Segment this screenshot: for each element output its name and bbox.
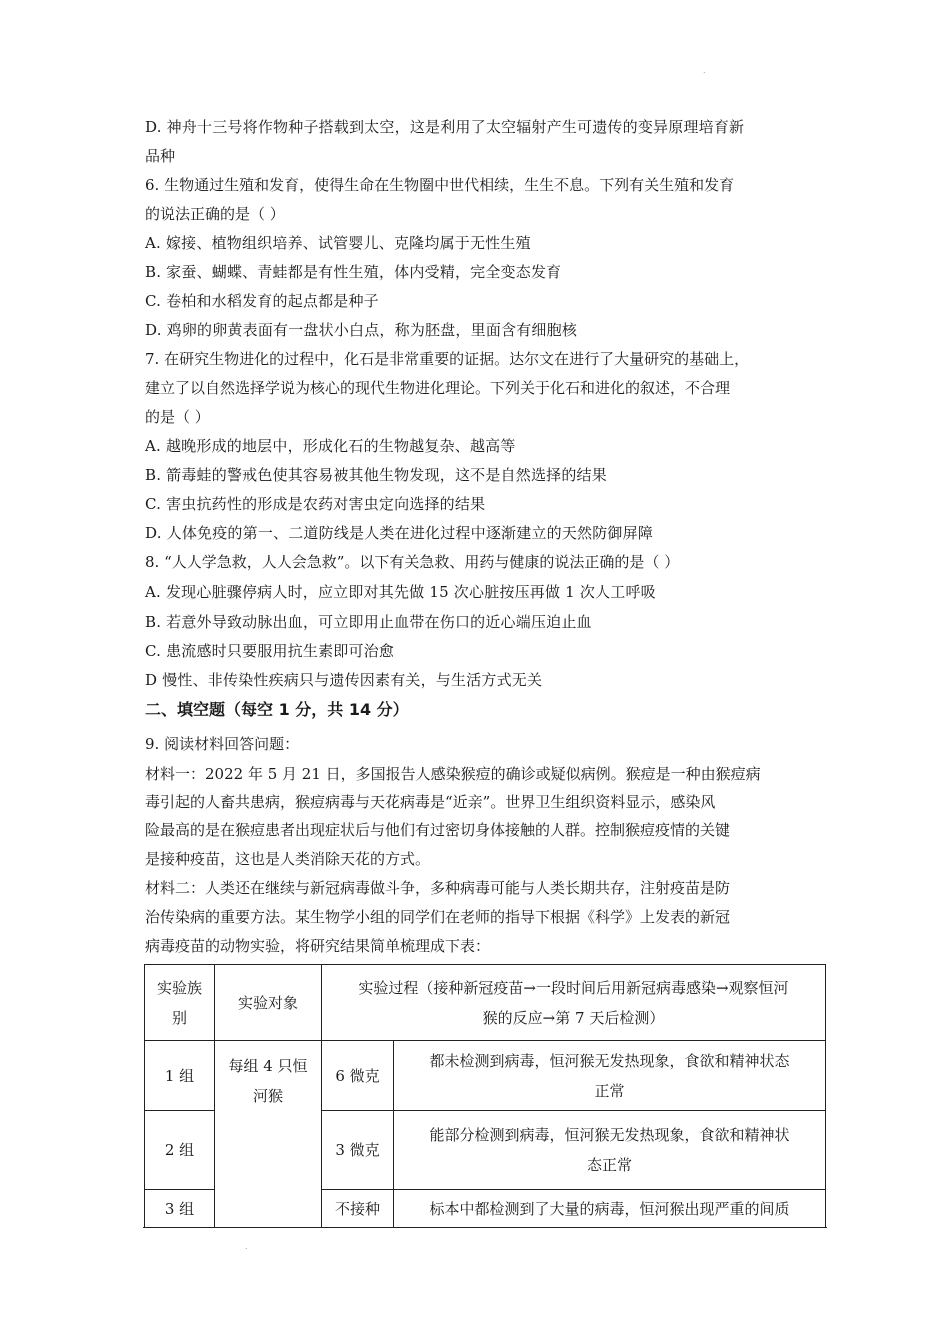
- q9-material1-line4: 是接种疫苗，这也是人类消除天花的方式。: [145, 850, 431, 868]
- subject-line2: 河猴: [252, 1087, 283, 1105]
- q9-material1-line2: 毒引起的人畜共患病，猴痘病毒与天花病毒是“近亲”。世界卫生组织资料显示，感染风: [145, 793, 716, 811]
- result-cell: [394, 1041, 826, 1111]
- q7-option-a: A. 越晚形成的地层中，形成化石的生物越复杂、越高等: [145, 437, 516, 455]
- q7-stem-line1: 7. 在研究生物进化的过程中，化石是非常重要的证据。达尔文在进行了大量研究的基础上，: [145, 350, 750, 368]
- header-process-line2: 猴的反应→第 7 天后检测）: [482, 1008, 665, 1027]
- q8-option-d: D 慢性、非传染性疾病只与遗传因素有关，与生活方式无关: [145, 671, 543, 689]
- q6-option-a: A. 嫁接、植物组织培养、试管婴儿、克隆均属于无性生殖: [145, 234, 531, 252]
- header-process-line1: 实验过程（接种新冠疫苗→一段时间后用新冠病毒感染→观察恒河: [358, 978, 789, 997]
- q6-option-c: C. 卷柏和水稻发育的起点都是种子: [145, 292, 379, 310]
- q9-material2-line2: 治传染病的重要方法。某生物学小组的同学们在老师的指导下根据《科学》上发表的新冠: [145, 908, 731, 926]
- q8-option-c: C. 患流感时只要服用抗生素即可治愈: [145, 642, 395, 660]
- q6-stem-line2: 的说法正确的是（ ）: [145, 205, 285, 223]
- page-mark-bottom: .: [245, 1242, 248, 1251]
- experiment-table: [144, 964, 826, 1266]
- q6-option-b: B. 家蚕、蝴蝶、青蛙都是有性生殖，体内受精，完全变态发育: [145, 263, 562, 281]
- group-cell: 1 组: [145, 1041, 215, 1111]
- subject-line1: 每组 4 只恒: [228, 1057, 308, 1075]
- q7-option-b: B. 箭毒蛙的警戒色使其容易被其他生物发现，这不是自然选择的结果: [145, 466, 607, 484]
- result-line2: 正常: [594, 1081, 625, 1100]
- q7-option-d: D. 人体免疫的第一、二道防线是人类在进化过程中逐渐建立的天然防御屏障: [145, 524, 654, 542]
- q7-stem-line3: 的是（ ）: [145, 408, 210, 426]
- result-cell: [394, 1111, 826, 1190]
- q8-stem: 8. “人人学急救，人人会急救”。以下有关急救、用药与健康的说法正确的是（ ）: [145, 553, 680, 571]
- result-line2: 态正常: [586, 1156, 632, 1174]
- q6-option-d: D. 鸡卵的卵黄表面有一盘状小白点，称为胚盘，里面含有细胞核: [145, 321, 578, 339]
- table-header-row: [145, 965, 826, 1041]
- q9-material2-line1: 材料二：人类还在继续与新冠病毒做斗争，多种病毒可能与人类长期共存，注射疫苗是防: [145, 879, 731, 897]
- header-subject: 实验对象: [215, 965, 322, 1041]
- q8-option-b: B. 若意外导致动脉出血，可立即用止血带在伤口的近心端压迫止血: [145, 613, 592, 631]
- result-line1: 标本中都检测到了大量的病毒，恒河猴出现严重的间质: [429, 1200, 790, 1218]
- header-process: [322, 965, 826, 1041]
- dose-cell: 不接种: [322, 1190, 394, 1266]
- section-heading-fill-in: 二、填空题（每空 1 分，共 14 分）: [145, 700, 409, 719]
- q8-option-a: A. 发现心脏骤停病人时，应立即对其先做 15 次心脏按压再做 1 次人工呼吸: [145, 583, 656, 601]
- q7-option-c: C. 害虫抗药性的形成是农药对害虫定向选择的结果: [145, 495, 486, 513]
- dose-cell: 3 微克: [322, 1111, 394, 1190]
- result-line1: 都未检测到病毒，恒河猴无发热现象，食欲和精神状态: [429, 1051, 790, 1070]
- page-bottom-area: [0, 1228, 950, 1344]
- header-group-line2: 别: [171, 1008, 187, 1027]
- q5-option-d-line2: 品种: [145, 147, 176, 165]
- q9-material2-line3: 病毒疫苗的动物实验，将研究结果简单梳理成下表：: [145, 937, 491, 955]
- q6-stem-line1: 6. 生物通过生殖和发育，使得生命在生物圈中世代相续，生生不息。下列有关生殖和发育: [145, 176, 735, 194]
- group-cell: 3 组: [145, 1190, 215, 1266]
- group-cell: 2 组: [145, 1111, 215, 1190]
- dose-cell: 6 微克: [322, 1041, 394, 1111]
- result-line1: 能部分检测到病毒，恒河猴无发热现象，食欲和精神状: [429, 1126, 790, 1144]
- page-mark: .: [703, 66, 706, 75]
- header-group: [145, 965, 215, 1041]
- q9-stem: 9. 阅读材料回答问题：: [145, 735, 300, 753]
- q9-material1-line3: 险最高的是在猴痘患者出现症状后与他们有过密切身体接触的人群。控制猴痘疫情的关键: [145, 821, 731, 839]
- header-group-line1: 实验族: [156, 978, 202, 997]
- q9-material1-line1: 材料一：2022 年 5 月 21 日，多国报告人感染猴痘的确诊或疑似病例。猴痘是一种由猴痘病: [145, 765, 761, 783]
- q5-option-d-line1: D. 神舟十三号将作物种子搭载到太空，这是利用了太空辐射产生可遗传的变异原理培育新: [145, 118, 745, 136]
- q7-stem-line2: 建立了以自然选择学说为核心的现代生物进化理论。下列关于化石和进化的叙述，不合理: [145, 379, 731, 397]
- table-cut-line: [143, 1227, 827, 1228]
- table-row: [145, 1041, 826, 1111]
